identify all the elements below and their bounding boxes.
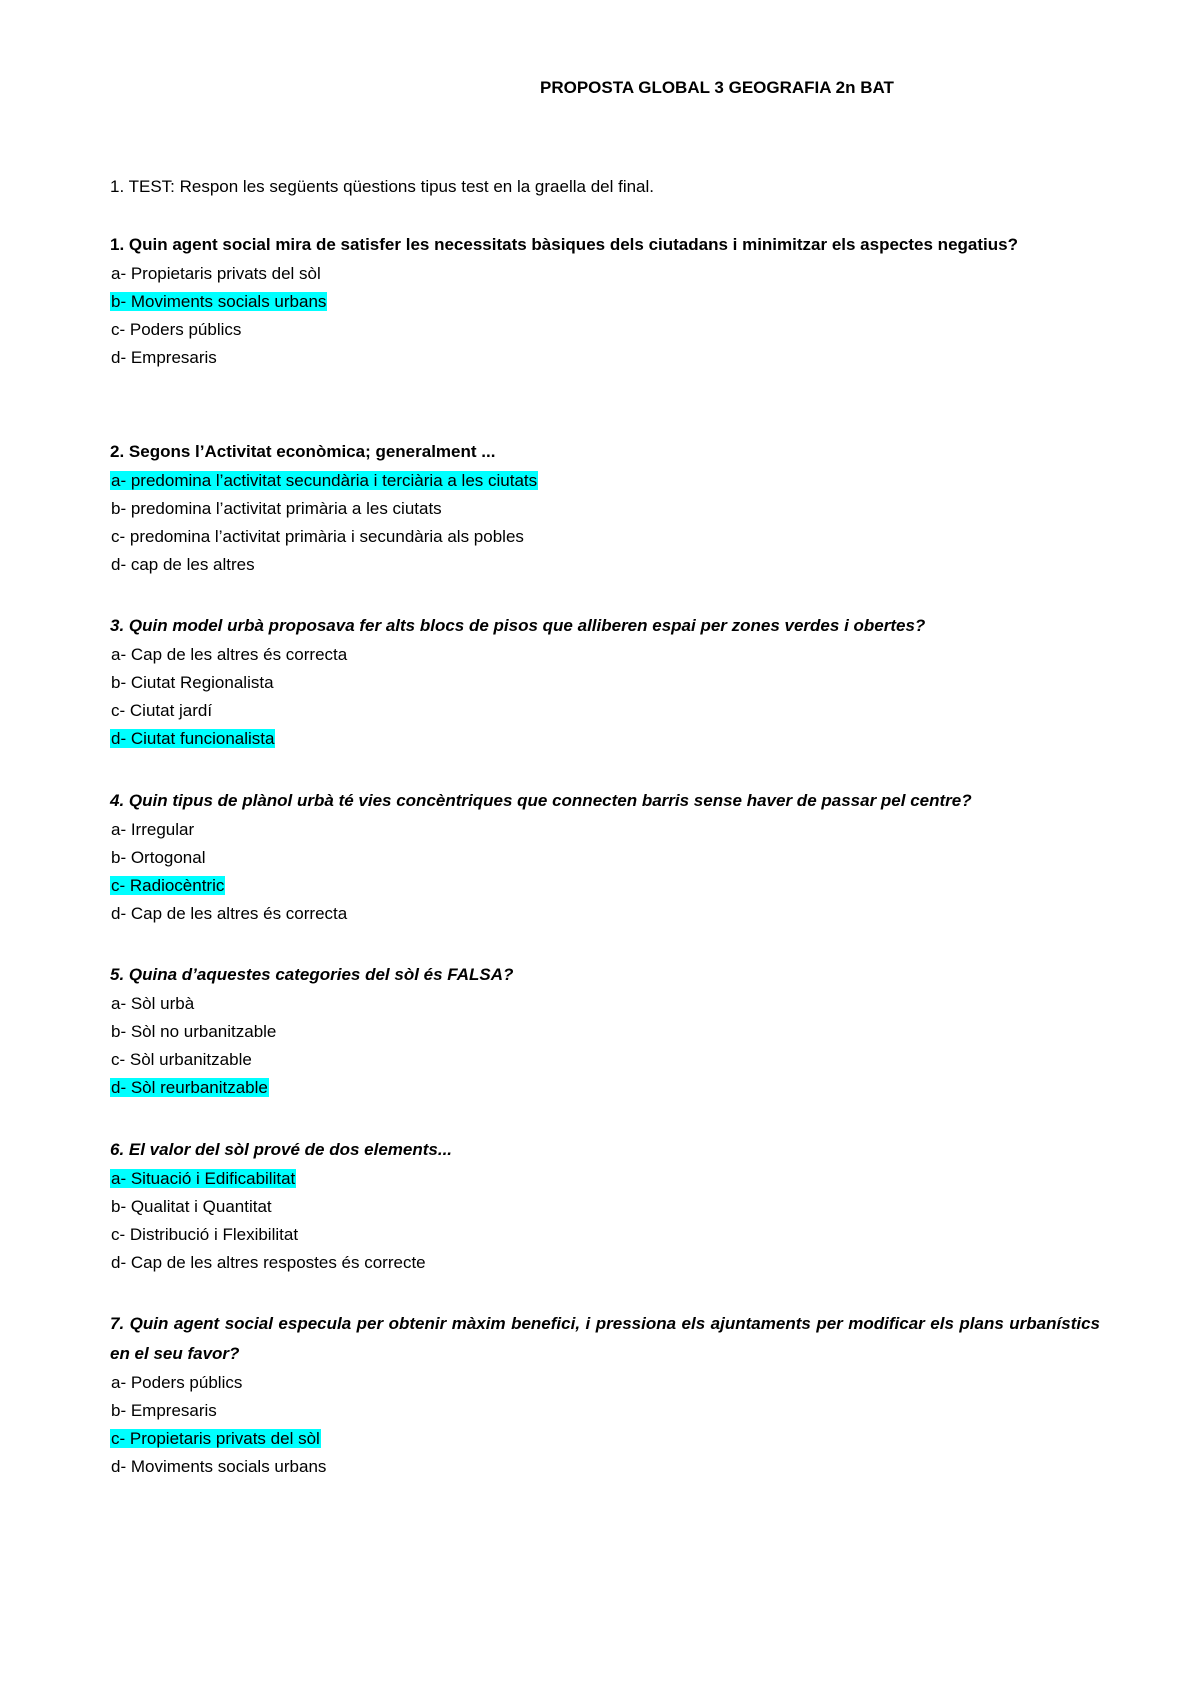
option-a: a- Poders públics: [111, 1373, 243, 1392]
question-text: 7. Quin agent social especula per obtenir màxim benefici, i pressiona els ajuntaments per modificar els plans urbanístics en el seu favor?: [110, 1314, 1100, 1363]
option-b: b- Sòl no urbanitzable: [111, 1022, 277, 1041]
option-d: d- Moviments socials urbans: [111, 1457, 327, 1476]
question-text: 2. Segons l’Activitat econòmica; generalment ...: [110, 442, 496, 461]
option-c: c- predomina l’activitat primària i secundària als pobles: [111, 527, 524, 546]
option-a: a- Propietaris privats del sòl: [111, 264, 321, 283]
question-text: 3. Quin model urbà proposava fer alts blocs de pisos que alliberen espai per zones verdes i obertes?: [110, 616, 926, 635]
option-a: a- Sòl urbà: [111, 994, 195, 1013]
option-c: c- Sòl urbanitzable: [111, 1050, 252, 1069]
question-5: [110, 960, 1100, 1102]
question-3: [110, 611, 1100, 753]
highlighted-answer: d- Sòl reurbanitzable: [111, 1078, 268, 1097]
highlighted-answer: c- Radiocèntric: [111, 876, 225, 895]
question-2: [110, 437, 1100, 579]
option-c: [110, 872, 1100, 900]
option-a: [110, 1165, 1100, 1193]
option-b: b- Ortogonal: [111, 848, 206, 867]
test-instructions: 1. TEST: Respon les següents qüestions tipus test en la graella del final.: [110, 177, 655, 196]
option-d: d- Cap de les altres és correcta: [111, 904, 348, 923]
option-c: c- Distribució i Flexibilitat: [111, 1225, 299, 1244]
highlighted-answer: d- Ciutat funcionalista: [111, 729, 275, 748]
option-b: [110, 288, 1100, 316]
highlighted-answer: a- Situació i Edificabilitat: [111, 1169, 296, 1188]
question-4: [110, 786, 1100, 928]
question-1: [110, 230, 1100, 372]
option-d: d- Empresaris: [111, 348, 217, 367]
highlighted-answer: c- Propietaris privats del sòl: [111, 1429, 320, 1448]
option-a: a- Irregular: [111, 820, 195, 839]
option-d: d- Cap de les altres respostes és correcte: [111, 1253, 426, 1272]
option-c: c- Poders públics: [111, 320, 242, 339]
highlighted-answer: b- Moviments socials urbans: [111, 292, 327, 311]
question-text: 5. Quina d’aquestes categories del sòl és FALSA?: [110, 965, 514, 984]
option-d: [110, 1074, 1100, 1102]
option-b: b- Empresaris: [111, 1401, 217, 1420]
document-title: PROPOSTA GLOBAL 3 GEOGRAFIA 2n BAT: [540, 78, 894, 97]
option-b: b- predomina l’activitat primària a les ciutats: [111, 499, 442, 518]
option-d: [110, 725, 1100, 753]
question-7: [110, 1309, 1100, 1481]
question-text: 6. El valor del sòl prové de dos elements...: [110, 1140, 453, 1159]
option-d: d- cap de les altres: [111, 555, 255, 574]
option-b: b- Qualitat i Quantitat: [111, 1197, 272, 1216]
highlighted-answer: a- predomina l’activitat secundària i terciària a les ciutats: [111, 471, 538, 490]
option-a: a- Cap de les altres és correcta: [111, 645, 348, 664]
question-text: 1. Quin agent social mira de satisfer les necessitats bàsiques dels ciutadans i minimitzar els aspectes negatius?: [110, 235, 1018, 254]
option-c: c- Ciutat jardí: [111, 701, 213, 720]
question-6: [110, 1135, 1100, 1277]
option-a: [110, 467, 1100, 495]
option-b: b- Ciutat Regionalista: [111, 673, 274, 692]
question-text: 4. Quin tipus de plànol urbà té vies concèntriques que connecten barris sense haver de passar pel centre?: [110, 791, 972, 810]
option-c: [110, 1425, 1100, 1453]
